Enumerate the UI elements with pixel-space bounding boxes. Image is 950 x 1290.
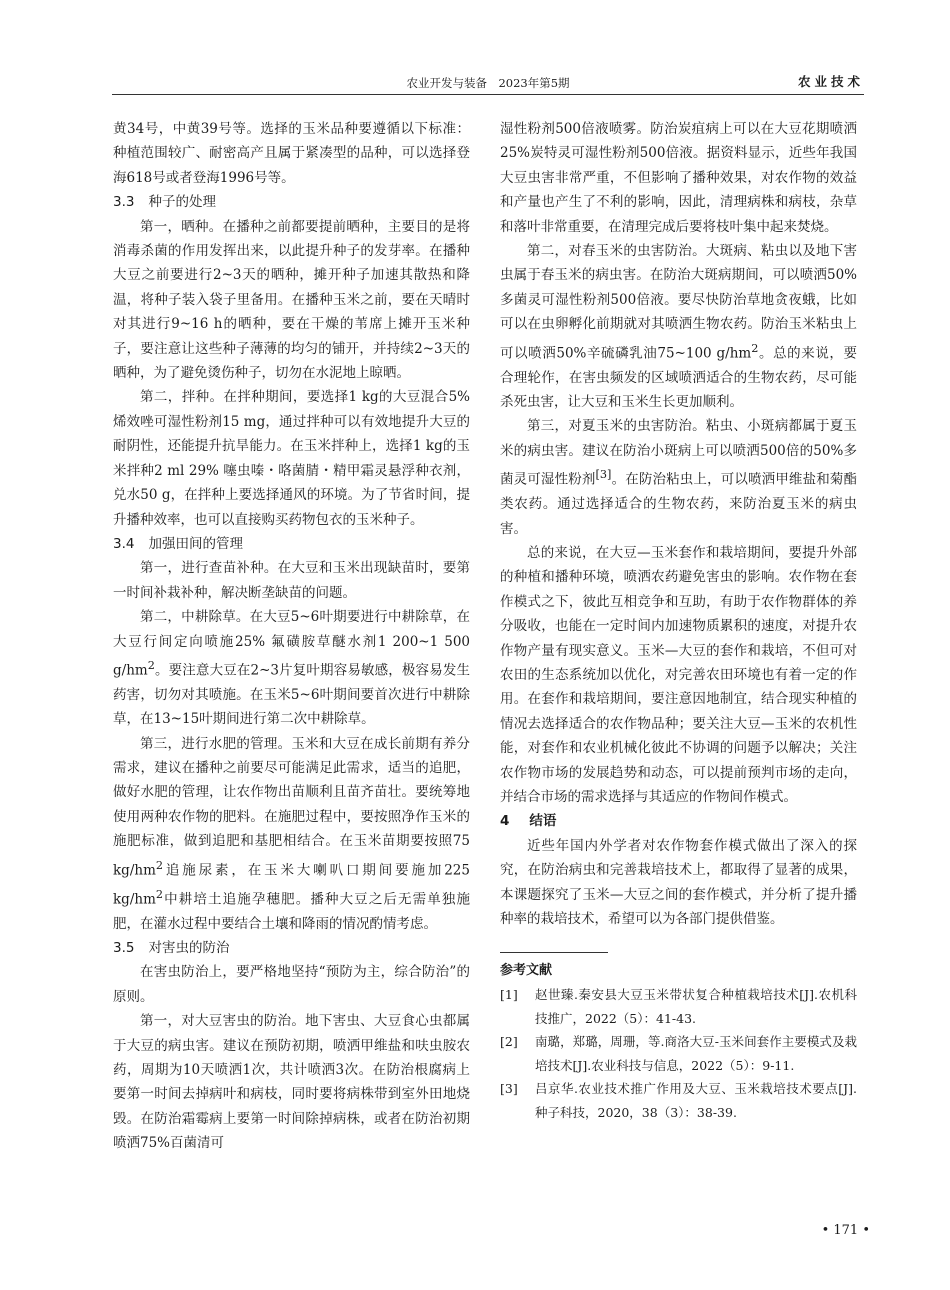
page-number: • 171 •: [821, 1223, 870, 1238]
reference-item: [500, 1077, 857, 1124]
journal-title: 农业开发与装备 2023年第5期: [406, 76, 570, 90]
section-heading-4: [500, 809, 857, 833]
section-heading-3-4: [113, 532, 470, 556]
section-title: 结语: [529, 813, 557, 830]
superscript: 2: [155, 858, 164, 872]
text-run: 第二，中耕除草。在大豆5~6叶期要进行中耕除草，在大豆行间定向喷施25% 氟磺胺草醚水剂1 200~1 500 g/hm: [113, 609, 470, 679]
references-divider: [500, 952, 608, 953]
section-title: 加强田间的管理: [148, 535, 243, 552]
reference-item: [500, 1030, 857, 1077]
reference-text: 赵世臻.秦安县大豆玉米带状复合种植栽培技术[J].农机科技推广，2022（5）：41-43.: [535, 987, 857, 1026]
paragraph: 在害虫防治上，要严格地坚持“预防为主，综合防治”的原则。: [113, 964, 470, 1005]
paragraph: [113, 605, 470, 732]
paragraph: 第二，拌种。在拌种期间，要选择1 kg的大豆混合5%烯效唑可湿性粉剂15 mg，通过拌种可以有效地提升大豆的耐阴性，还能提升抗旱能力。在玉米拌种上，选择1 kg的玉米拌种2 ml 29% 噻虫嗪・咯菌腈・精甲霜灵悬浮种衣剂，兑水50 g，在拌种上要选择通风的环境。为了节省时间，提升播种效率，也可以直接购买药物包衣的玉米种子。: [113, 389, 470, 528]
reference-text: 南璐，郑璐，周珊，等.商洛大豆-玉米间套作主要模式及栽培技术[J].农业科技与信息，2022（5）：9-11.: [535, 1034, 857, 1073]
superscript: 2: [155, 887, 164, 901]
section-number: 3.3: [113, 194, 135, 211]
text-run: 第二，对春玉米的虫害防治。大斑病、粘虫以及地下害虫属于春玉米的病虫害。在防治大斑病期间，可以喷洒50%多菌灵可湿性粉剂500倍液。要尽快防治草地贪夜蛾，比如可以在虫卵孵化前期就对其喷洒生物农药。防治玉米粘虫上可以喷洒50%辛硫磷乳油75~100 g/hm: [500, 243, 857, 362]
text-run: 。要注意大豆在2~3片复叶期容易敏感，极容易发生药害，切勿对其喷施。在玉米5~6叶期间要首次进行中耕除草，在13~15叶期间进行第二次中耕除草。: [113, 662, 470, 728]
section-tag: 农业技术: [797, 74, 864, 89]
section-title: 种子的处理: [148, 194, 216, 211]
paragraph: [500, 414, 857, 541]
reference-number: [3]: [500, 1081, 518, 1097]
superscript: 2: [751, 341, 759, 355]
paragraph: 总的来说，在大豆—玉米套作和栽培期间，要提升外部的种植和播种环境，喷洒农药避免害虫的影响。农作物在套作模式之下，彼此互相竞争和互助，有助于农作物群体的养分吸收，也能在一定时间内加速物质累积的速度，对提升农作物产量有现实意义。玉米—大豆的套作和栽培，不但可对农田的生态系统加以优化，对完善农田环境也有着一定的作用。在套作和栽培期间，要注意因地制宜，结合现实种植的情况去选择适合的农作物品种；要关注大豆—玉米的农机性能，对套作和农业机械化彼此不协调的问题予以解决；关注农作物市场的发展趋势和动态，可以提前预判市场的走向，并结合市场的需求选择与其适应的作物间作模式。: [500, 544, 857, 805]
paragraph: 湿性粉剂500倍液喷雾。防治炭疽病上可以在大豆花期喷洒25%炭特灵可湿性粉剂500倍液。据资料显示，近些年我国大豆虫害非常严重，不但影响了播种效果，对农作物的效益和产量也产生了不利的影响，因此，清理病株和病枝，杂草和落叶非常重要，在清理完成后要将枝叶集中起来焚烧。: [500, 121, 857, 235]
paragraph: 黄34号，中黄39号等。选择的玉米品种要遵循以下标准：种植范围较广、耐密高产且属于紧凑型的品种，可以选择登海618号或者登海1996号等。: [113, 121, 470, 186]
section-number: 3.4: [113, 535, 135, 552]
section-heading-3-3: [113, 190, 470, 214]
section-number: 4: [500, 813, 510, 830]
text-run: 。在防治粘虫上，可以喷洒甲维盐和菊酯类农药。通过选择适合的生物农药，来防治夏玉米的病虫害。: [500, 471, 858, 537]
paragraph: [113, 732, 470, 936]
section-title: 对害虫的防治: [148, 939, 230, 956]
reference-text: 吕京华.农业技术推广作用及大豆、玉米栽培技术要点[J].种子科技，2020，38（3）：38-39.: [535, 1081, 857, 1120]
paragraph: [500, 239, 857, 414]
text-run: 追施尿素，在玉米大喇叭口期间要施加225 kg/hm: [113, 862, 470, 908]
reference-number: [1]: [500, 987, 518, 1003]
page-header: [112, 70, 864, 95]
reference-number: [2]: [500, 1034, 518, 1050]
superscript: 2: [147, 658, 155, 672]
paragraph: 第一，进行查苗补种。在大豆和玉米出现缺苗时，要第一时间补栽补种，解决断垄缺苗的问题。: [113, 560, 470, 601]
section-number: 3.5: [113, 939, 135, 956]
text-run: 中耕培土追施孕穗肥。播种大豆之后无需单独施肥，在灌水过程中要结合土壤和降雨的情况酌情考虑。: [113, 891, 470, 932]
paragraph: 近些年国内外学者对农作物套作模式做出了深入的探究，在防治病虫和完善栽培技术上，都取得了显著的成果，本课题探究了玉米—大豆之间的套作模式，并分析了提升播种率的栽培技术，希望可以为各部门提供借鉴。: [500, 837, 857, 927]
reference-item: [500, 983, 857, 1030]
right-column: [500, 117, 857, 1124]
text-run: 。总的来说，要合理轮作，在害虫频发的区域喷洒适合的生物农药，尽可能杀死虫害，让大豆和玉米生长更加顺利。: [500, 345, 858, 410]
citation-link[interactable]: [3]: [595, 468, 612, 482]
text-run: 第三，对夏玉米的虫害防治。粘虫、小斑病都属于夏玉米的病虫害。建议在防治小斑病上可以喷洒500倍的50%多菌灵可湿性粉剂: [500, 418, 857, 488]
paragraph: 第一，晒种。在播种之前都要提前晒种，主要目的是将消毒杀菌的作用发挥出来，以此提升种子的发芽率。在播种大豆之前要进行2~3天的晒种，摊开种子加速其散热和降温，将种子装入袋子里备用。在播种玉米之前，要在天晴时对其进行9~16 h的晒种，要在干燥的苇席上摊开玉米种子，要注意让这些种子薄薄的均匀的铺开，并持续2~3天的晒种，为了避免烫伤种子，切勿在水泥地上晾晒。: [113, 218, 470, 382]
text-run: 第三，进行水肥的管理。玉米和大豆在成长前期有养分需求，建议在播种之前要尽可能满足此需求，适当的追肥，做好水肥的管理，让农作物出苗顺利且苗齐苗壮。要统筹地使用两种农作物的肥料。在施肥过程中，要按照净作玉米的施肥标准，做到追肥和基肥相结合。在玉米苗期要按照75 kg/hm: [113, 735, 470, 879]
left-column: [113, 117, 470, 1156]
references-title: 参考文献: [500, 963, 553, 979]
section-heading-3-5: [113, 936, 470, 960]
paragraph: 第一，对大豆害虫的防治。地下害虫、大豆食心虫都属于大豆的病虫害。建议在预防初期，喷洒甲维盐和呋虫胺农药，周期为10天喷洒1次，共计喷洒3次。在防治根腐病上要第一时间去掉病叶和病枝，同时要将病株带到室外田地烧毁。在防治霜霉病上要第一时间除掉病株，或者在防治初期喷洒75%百菌清可: [113, 1013, 470, 1152]
